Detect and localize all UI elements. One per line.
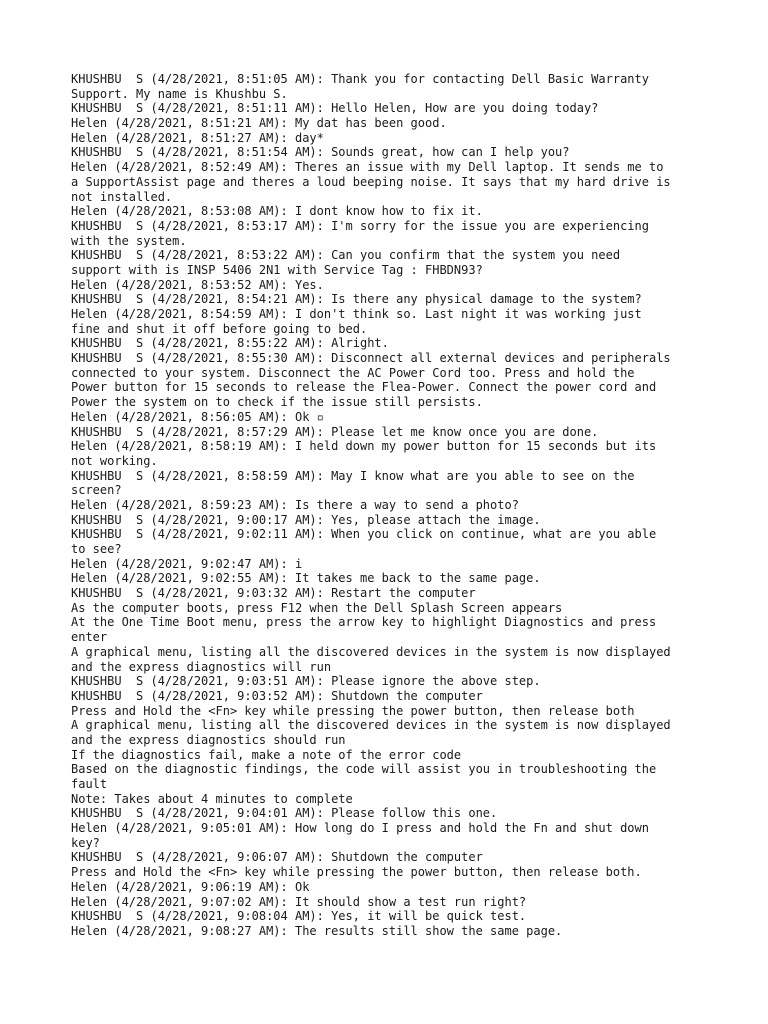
transcript-line: a SupportAssist page and theres a loud beeping noise. It says that my hard drive is [71, 174, 671, 189]
transcript-line: Helen (4/28/2021, 9:06:19 AM): Ok [71, 879, 310, 894]
transcript-line: KHUSHBU S (4/28/2021, 8:51:54 AM): Sounds great, how can I help you? [71, 145, 570, 160]
transcript-line: KHUSHBU S (4/28/2021, 9:04:01 AM): Please follow this one. [71, 806, 498, 821]
transcript-line: As the computer boots, press F12 when the Dell Splash Screen appears [71, 600, 563, 615]
transcript-line: Helen (4/28/2021, 8:58:19 AM): I held down my power button for 15 seconds but its [71, 439, 657, 454]
transcript-line: KHUSHBU S (4/28/2021, 8:51:11 AM): Hello Helen, How are you doing today? [71, 101, 599, 116]
transcript-line: Helen (4/28/2021, 8:54:59 AM): I don't think so. Last night it was working just [71, 307, 642, 321]
transcript-line: KHUSHBU S (4/28/2021, 9:08:04 AM): Yes, it will be quick test. [71, 909, 527, 924]
transcript-line: Support. My name is Khushbu S. [71, 86, 288, 101]
transcript-line: Based on the diagnostic findings, the code will assist you in troubleshooting the [71, 762, 657, 777]
transcript-line: Press and Hold the <Fn> key while pressing the power button, then release both. [71, 865, 642, 880]
transcript-line: fault [71, 777, 108, 791]
transcript-line: Helen (4/28/2021, 8:53:08 AM): I dont know how to fix it. [71, 204, 483, 219]
transcript-line: KHUSHBU S (4/28/2021, 8:58:59 AM): May I know what are you able to see on the [71, 468, 635, 483]
transcript-line: KHUSHBU S (4/28/2021, 8:53:22 AM): Can you confirm that the system you need [71, 248, 621, 263]
transcript-line: connected to your system. Disconnect the AC Power Cord too. Press and hold the [71, 365, 635, 380]
transcript-line: KHUSHBU S (4/28/2021, 8:53:17 AM): I'm sorry for the issue you are experiencing [71, 218, 649, 233]
transcript-line: Helen (4/28/2021, 8:53:52 AM): Yes. [71, 277, 324, 292]
transcript-line: key? [71, 835, 100, 850]
transcript-line: Helen (4/28/2021, 8:51:27 AM): day* [71, 130, 324, 145]
transcript-line: Helen (4/28/2021, 9:08:27 AM): The results still show the same page. [71, 923, 563, 938]
transcript-line: Helen (4/28/2021, 9:05:01 AM): How long do I press and hold the Fn and shut down [71, 821, 649, 836]
transcript-line: A graphical menu, listing all the discovered devices in the system is now displayed [71, 718, 671, 733]
transcript-line: not installed. [71, 189, 173, 204]
transcript-line: If the diagnostics fail, make a note of the error code [71, 747, 462, 762]
transcript-line: A graphical menu, listing all the discovered devices in the system is now displayed [71, 644, 671, 659]
transcript-line: to see? [71, 542, 122, 556]
transcript-line: Press and Hold the <Fn> key while pressing the power button, then release both [71, 703, 635, 718]
transcript-line: KHUSHBU S (4/28/2021, 9:03:52 AM): Shutdown the computer [71, 688, 483, 703]
transcript-line: Helen (4/28/2021, 8:59:23 AM): Is there a way to send a photo? [71, 497, 519, 512]
transcript-line: KHUSHBU S (4/28/2021, 8:51:05 AM): Thank you for contacting Dell Basic Warranty [71, 72, 649, 86]
transcript-line: KHUSHBU S (4/28/2021, 8:55:22 AM): Alright. [71, 336, 389, 351]
transcript-line: Helen (4/28/2021, 8:52:49 AM): Theres an issue with my Dell laptop. It sends me to [71, 160, 664, 175]
transcript-line: KHUSHBU S (4/28/2021, 9:03:32 AM): Restart the computer [71, 586, 476, 601]
chat-transcript-page [71, 72, 711, 939]
transcript-line: fine and shut it off before going to bed. [71, 321, 368, 336]
transcript-line: Helen (4/28/2021, 9:02:55 AM): It takes me back to the same page. [71, 571, 541, 586]
transcript-line: Helen (4/28/2021, 8:56:05 AM): Ok ▫ [71, 409, 324, 424]
transcript-line: and the express diagnostics should run [71, 732, 346, 747]
transcript-line: Power button for 15 seconds to release the Flea-Power. Connect the power cord and [71, 380, 657, 395]
transcript-line: not working. [71, 453, 158, 468]
transcript-line: Power the system on to check if the issue still persists. [71, 395, 483, 410]
transcript-line: KHUSHBU S (4/28/2021, 9:00:17 AM): Yes, please attach the image. [71, 512, 541, 527]
transcript-line: Helen (4/28/2021, 9:07:02 AM): It should show a test run right? [71, 894, 527, 909]
transcript-line: KHUSHBU S (4/28/2021, 8:54:21 AM): Is there any physical damage to the system? [71, 292, 642, 307]
transcript-line: with the system. [71, 233, 187, 248]
transcript-line: Helen (4/28/2021, 9:02:47 AM): i [71, 556, 303, 571]
transcript-line: KHUSHBU S (4/28/2021, 9:03:51 AM): Please ignore the above step. [71, 674, 541, 689]
transcript-line: At the One Time Boot menu, press the arrow key to highlight Diagnostics and press [71, 615, 657, 630]
transcript-line: screen? [71, 483, 122, 498]
transcript-line: KHUSHBU S (4/28/2021, 9:06:07 AM): Shutdown the computer [71, 850, 483, 865]
transcript-line: Helen (4/28/2021, 8:51:21 AM): My dat has been good. [71, 116, 447, 131]
transcript-line: and the express diagnostics will run [71, 659, 332, 674]
transcript-line: enter [71, 630, 108, 645]
transcript-line: KHUSHBU S (4/28/2021, 9:02:11 AM): When you click on continue, what are you able [71, 527, 657, 542]
transcript-line: KHUSHBU S (4/28/2021, 8:55:30 AM): Disconnect all external devices and peripherals [71, 351, 671, 366]
transcript-line: KHUSHBU S (4/28/2021, 8:57:29 AM): Please let me know once you are done. [71, 424, 599, 439]
transcript-line: Note: Takes about 4 minutes to complete [71, 791, 353, 806]
transcript-line: support with is INSP 5406 2N1 with Service Tag : FHBDN93? [71, 262, 483, 277]
